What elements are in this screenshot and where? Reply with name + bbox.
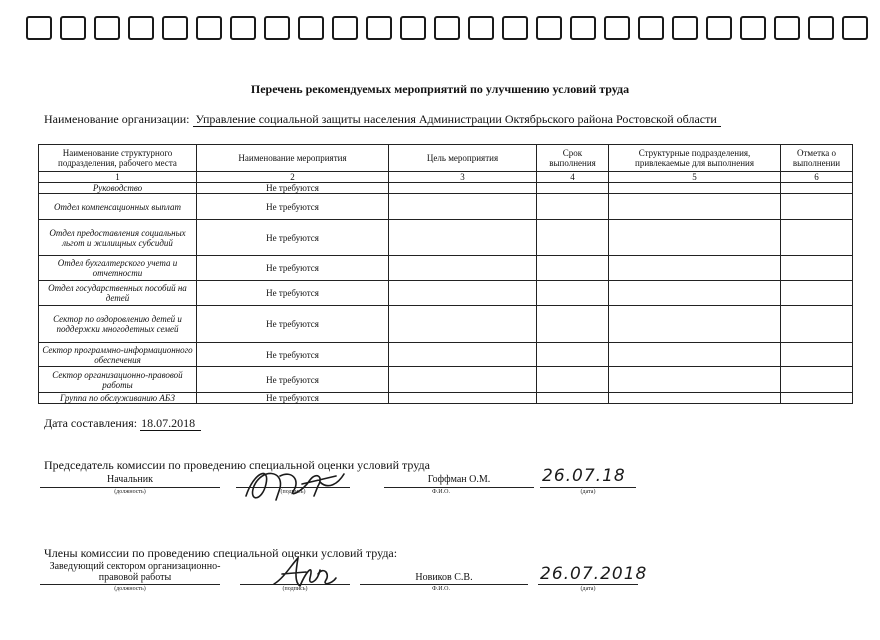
header-involved-units: Структурные подразделения, привлекаемые для выполнения	[609, 145, 781, 172]
border-hole	[128, 16, 154, 40]
column-number: 2	[197, 172, 389, 183]
member-position-line	[40, 584, 220, 585]
measure-cell: Не требуются	[197, 256, 389, 281]
border-hole	[638, 16, 664, 40]
column-number: 4	[537, 172, 609, 183]
involved-units-cell	[609, 367, 781, 393]
member-handwritten-date: 26.07.2018	[540, 564, 648, 584]
organization-line	[44, 112, 721, 127]
deadline-cell	[537, 367, 609, 393]
border-hole	[740, 16, 766, 40]
goal-cell	[389, 343, 537, 367]
border-hole	[60, 16, 86, 40]
completion-cell	[781, 306, 853, 343]
completion-cell	[781, 281, 853, 306]
border-hole	[366, 16, 392, 40]
border-hole	[26, 16, 52, 40]
column-number: 3	[389, 172, 537, 183]
header-measure: Наименование мероприятия	[197, 145, 389, 172]
completion-cell	[781, 343, 853, 367]
deadline-cell	[537, 220, 609, 256]
border-hole	[94, 16, 120, 40]
punched-holes-border	[26, 16, 866, 42]
column-number-row	[39, 172, 853, 183]
table-row	[39, 343, 853, 367]
member-signature	[270, 552, 340, 592]
measure-cell: Не требуются	[197, 281, 389, 306]
border-hole	[400, 16, 426, 40]
department-cell: Отдел государственных пособий на детей	[39, 281, 197, 306]
border-hole	[808, 16, 834, 40]
member-position-caption: (должность)	[114, 586, 146, 592]
chairman-date-line	[540, 487, 636, 488]
column-number: 1	[39, 172, 197, 183]
goal-cell	[389, 281, 537, 306]
table-row	[39, 367, 853, 393]
goal-cell	[389, 220, 537, 256]
department-cell: Сектор программно-информационного обеспечения	[39, 343, 197, 367]
department-cell: Руководство	[39, 183, 197, 194]
compilation-date-line	[44, 416, 201, 431]
deadline-cell	[537, 256, 609, 281]
involved-units-cell	[609, 194, 781, 220]
goal-cell	[389, 367, 537, 393]
chairman-date-caption: (дата)	[580, 489, 596, 495]
completion-cell	[781, 367, 853, 393]
involved-units-cell	[609, 256, 781, 281]
table-header-row	[39, 145, 853, 172]
document-title: Перечень рекомендуемых мероприятий по улучшению условий труда	[250, 82, 630, 96]
department-cell: Сектор организационно-правовой работы	[39, 367, 197, 393]
border-hole	[298, 16, 324, 40]
deadline-cell	[537, 393, 609, 404]
header-goal: Цель мероприятия	[389, 145, 537, 172]
measure-cell: Не требуются	[197, 183, 389, 194]
table-row	[39, 220, 853, 256]
measure-cell: Не требуются	[197, 343, 389, 367]
border-hole	[570, 16, 596, 40]
border-hole	[536, 16, 562, 40]
organization-label: Наименование организации:	[44, 112, 190, 126]
goal-cell	[389, 183, 537, 194]
member-name-line	[360, 584, 528, 585]
completion-cell	[781, 194, 853, 220]
goal-cell	[389, 256, 537, 281]
goal-cell	[389, 393, 537, 404]
deadline-cell	[537, 306, 609, 343]
measure-cell: Не требуются	[197, 306, 389, 343]
border-hole	[332, 16, 358, 40]
department-cell: Отдел компенсационных выплат	[39, 194, 197, 220]
organization-value: Управление социальной защиты населения Администрации Октябрьского района Ростовской области	[193, 112, 721, 127]
goal-cell	[389, 194, 537, 220]
chairman-position-line	[40, 487, 220, 488]
measure-cell: Не требуются	[197, 194, 389, 220]
measure-cell: Не требуются	[197, 220, 389, 256]
measure-cell: Не требуются	[197, 367, 389, 393]
chairman-handwritten-date: 26.07.18	[542, 466, 626, 486]
goal-cell	[389, 306, 537, 343]
column-number: 6	[781, 172, 853, 183]
border-hole	[774, 16, 800, 40]
border-hole	[502, 16, 528, 40]
table-row	[39, 281, 853, 306]
header-department: Наименование структурного подразделения, рабочего места	[39, 145, 197, 172]
involved-units-cell	[609, 306, 781, 343]
deadline-cell	[537, 194, 609, 220]
completion-cell	[781, 256, 853, 281]
department-cell: Отдел предоставления социальных льгот и жилищных субсидий	[39, 220, 197, 256]
chairman-fio-caption: Ф.И.О.	[432, 489, 450, 495]
compilation-date-label: Дата составления:	[44, 416, 138, 430]
border-hole	[604, 16, 630, 40]
table-row	[39, 306, 853, 343]
column-number: 5	[609, 172, 781, 183]
border-hole	[468, 16, 494, 40]
header-deadline: Срок выполнения	[537, 145, 609, 172]
border-hole	[196, 16, 222, 40]
border-hole	[162, 16, 188, 40]
department-cell: Сектор по оздоровлению детей и поддержки многодетных семей	[39, 306, 197, 343]
member-signature-caption: (подпись)	[282, 586, 308, 592]
table-row	[39, 194, 853, 220]
border-hole	[264, 16, 290, 40]
table-row	[39, 256, 853, 281]
deadline-cell	[537, 343, 609, 367]
measure-cell: Не требуются	[197, 393, 389, 404]
chairman-signature	[240, 462, 350, 506]
involved-units-cell	[609, 393, 781, 404]
deadline-cell	[537, 281, 609, 306]
department-cell: Отдел бухгалтерского учета и отчетности	[39, 256, 197, 281]
involved-units-cell	[609, 343, 781, 367]
chairman-heading: Председатель комиссии по проведению специальной оценки условий труда	[44, 458, 430, 472]
member-date-line	[538, 584, 638, 585]
completion-cell	[781, 393, 853, 404]
table-row	[39, 393, 853, 404]
border-hole	[706, 16, 732, 40]
chairman-position: Начальник	[107, 474, 153, 485]
completion-cell	[781, 183, 853, 194]
compilation-date-value: 18.07.2018	[140, 416, 201, 431]
members-heading: Члены комиссии по проведению специальной оценки условий труда:	[44, 546, 398, 560]
department-cell: Группа по обслуживанию АБЗ	[39, 393, 197, 404]
border-hole	[842, 16, 868, 40]
measures-table	[38, 144, 853, 404]
member-date-caption: (дата)	[580, 586, 596, 592]
table-row	[39, 183, 853, 194]
completion-cell	[781, 220, 853, 256]
chairman-position-caption: (должность)	[114, 489, 146, 495]
involved-units-cell	[609, 183, 781, 194]
border-hole	[230, 16, 256, 40]
member-name: Новиков С.В.	[415, 572, 473, 583]
border-hole	[672, 16, 698, 40]
involved-units-cell	[609, 281, 781, 306]
border-hole	[434, 16, 460, 40]
member-position: Заведующий сектором организационно-правовой работы	[49, 561, 221, 583]
chairman-name: Гоффман О.М.	[427, 474, 491, 485]
chairman-name-line	[384, 487, 534, 488]
header-completion-mark: Отметка о выполнении	[781, 145, 853, 172]
involved-units-cell	[609, 220, 781, 256]
deadline-cell	[537, 183, 609, 194]
member-fio-caption: Ф.И.О.	[432, 586, 450, 592]
chairman-signature-caption: (подпись)	[280, 489, 306, 495]
